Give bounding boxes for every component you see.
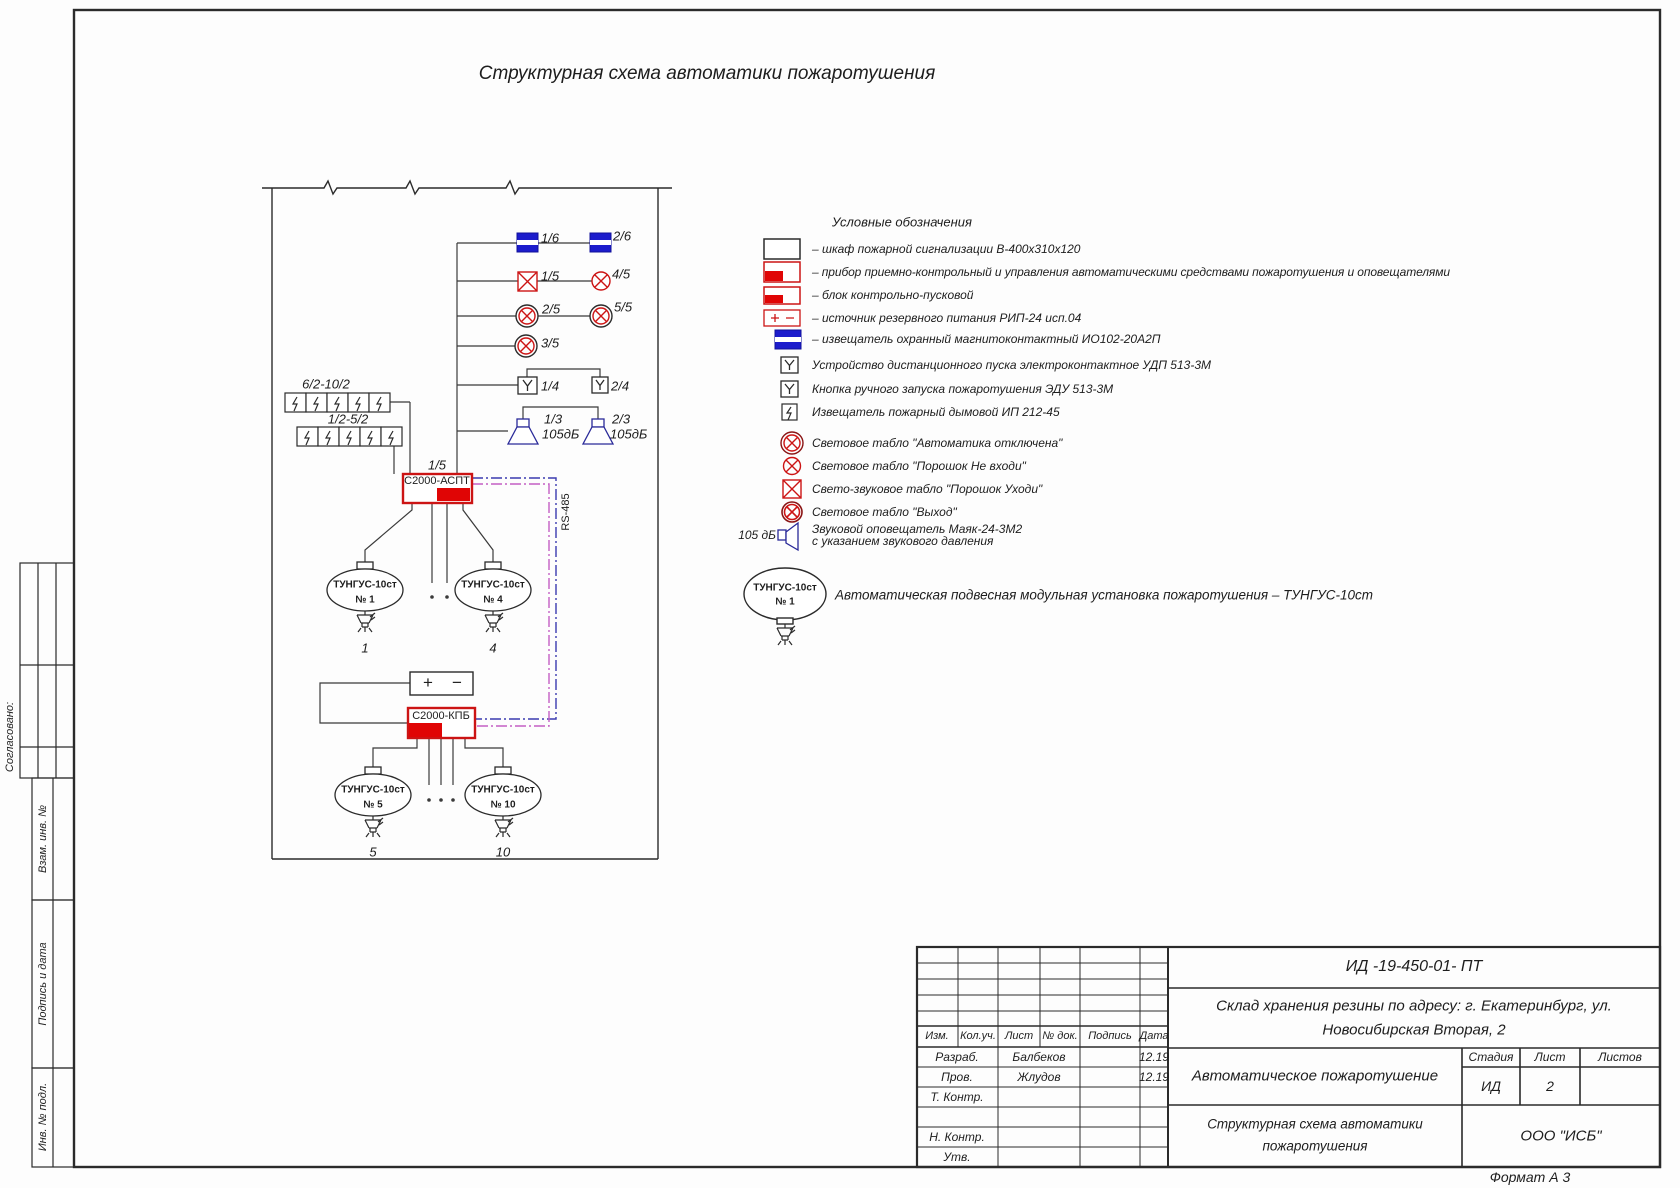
stamp-company: ООО "ИСБ" (1520, 1127, 1602, 1145)
module-name: ТУНГУС-10ст (471, 784, 535, 796)
light-sound-board-icon (783, 480, 801, 498)
legend-item-label: Кнопка ручного запуска пожаротушения ЭДУ 513-3М (812, 382, 1114, 396)
zone-label: 2/3 (612, 411, 631, 427)
stamp-col-header: Кол.уч. (960, 1030, 996, 1042)
zone-label: 3/5 (541, 335, 560, 351)
fire-cabinet-icon (764, 239, 800, 259)
module-tag: 5 (369, 844, 377, 860)
legend-item-label: – прибор приемно-контрольный и управления автоматическими средствами пожаротушения и оповещателями (812, 265, 1450, 279)
sounder-icon (778, 523, 798, 550)
legend-item-label: Извещатель пожарный дымовой ИП 212-45 (812, 405, 1060, 419)
legend-item-label: – извещатель охранный магнитоконтактный ИО102-20А2П (812, 332, 1161, 346)
legend-item-label: с указанием звукового давления (812, 534, 994, 548)
legend-item-label: – шкаф пожарной сигнализации В-400х310х120 (812, 242, 1081, 256)
magnetic-contact-icon (775, 330, 801, 349)
light-board-double-icon (781, 432, 803, 454)
legend-item-label: Устройство дистанционного пуска электроконтактное УДП 513-3М (812, 358, 1211, 372)
module-name: ТУНГУС-10ст (333, 579, 397, 591)
zone-label: 4/5 (612, 266, 631, 282)
light-board-double-icon (515, 305, 612, 357)
stamp-col-header: Изм. (925, 1030, 949, 1042)
page-title: Структурная схема автоматики пожаротушения (478, 63, 936, 84)
zone-label: 1/3 (544, 411, 563, 427)
manual-start-icon (781, 381, 798, 397)
stamp-doc-number: ИД -19-450-01- ПТ (1345, 958, 1483, 975)
stamp-col-header: Дата (1139, 1030, 1169, 1042)
aspt-panel-label: С2000-АСПТ (404, 475, 470, 487)
wires (320, 243, 600, 785)
module-num: № 1 (355, 594, 375, 606)
loop2-label: 1/2-5/2 (327, 411, 369, 427)
module-tag: 10 (495, 844, 511, 860)
stamp-row-role: Утв. (943, 1150, 971, 1164)
stamp-object-line1: Склад хранения резины по адресу: г. Екатеринбург, ул. (1216, 997, 1612, 1015)
module-num: № 5 (363, 799, 383, 811)
db-label: 105дБ (610, 426, 648, 442)
legend-module-name: ТУНГУС-10ст (753, 582, 817, 594)
module-tag: 1 (361, 640, 369, 656)
stamp-stage-value: ИД (1481, 1078, 1501, 1094)
light-board-icon (784, 458, 801, 475)
margin-box-label: Подпись и дата (37, 942, 49, 1026)
stamp-col-header: № док. (1042, 1030, 1078, 1042)
kpb-block-label: С2000-КПБ (412, 710, 470, 722)
stamp-col-header: Подпись (1088, 1030, 1132, 1042)
module-name: ТУНГУС-10ст (341, 784, 405, 796)
module-name: ТУНГУС-10ст (461, 579, 525, 591)
stamp-row-name: Жлудов (1017, 1070, 1061, 1084)
stamp-row-date: 12.19 (1138, 1050, 1170, 1064)
module-num: № 10 (490, 799, 516, 811)
margin-box-label: Взам. инв. № (37, 804, 49, 874)
remote-start-icon (518, 377, 608, 394)
legend-item-label: – источник резервного питания РИП-24 исп.04 (812, 311, 1082, 325)
backup-power-unit (410, 672, 473, 695)
legend-item-label: Автоматическая подвесная модульная установка пожаротушения – ТУНГУС-10ст (835, 587, 1373, 603)
module-tag: 4 (489, 640, 497, 656)
zone-label: 2/6 (613, 228, 632, 244)
zone-label: 2/4 (611, 378, 630, 394)
stamp-row-date: 12.19 (1138, 1070, 1170, 1084)
legend-item-label: – блок контрольно-пусковой (812, 288, 974, 302)
rs485-label: RS-485 (560, 493, 572, 531)
stamp-row-role: Н. Контр. (929, 1130, 985, 1144)
battery-plus: + (423, 673, 433, 692)
legend-title: Условные обозначения (832, 214, 972, 230)
stamp-sheet-header: Лист (1534, 1050, 1566, 1064)
legend-item-label: Световое табло "Выход" (812, 505, 957, 519)
stamp-row-role: Т. Контр. (930, 1090, 984, 1104)
light-sound-board-icon (518, 272, 537, 291)
smoke-detector-icon (782, 404, 797, 420)
approved-label: Согласовано: (4, 701, 16, 773)
sound-pressure-label: 105 дБ (738, 528, 776, 542)
legend-item-label: Звуковой оповещатель Маяк-24-3М2 (812, 522, 1023, 536)
aspt-zone-label: 1/5 (427, 457, 447, 473)
battery-minus: − (452, 673, 462, 692)
margin-box-label: Инв. № подл. (37, 1082, 49, 1152)
stamp-sheets-header: Листов (1598, 1050, 1642, 1064)
remote-start-icon (781, 357, 798, 373)
stamp-object-line2: Новосибирская Вторая, 2 (1322, 1021, 1506, 1039)
zone-label: 5/5 (614, 299, 633, 315)
control-start-block-icon (764, 287, 800, 304)
stamp-section-title: Автоматическое пожаротушение (1191, 1067, 1439, 1085)
backup-power-icon (764, 310, 800, 326)
legend-module-num: № 1 (775, 596, 795, 608)
zone-label: 2/5 (542, 301, 561, 317)
light-board-exit-icon (782, 502, 802, 522)
light-board-icon (592, 272, 610, 290)
format-note: Формат А 3 (1489, 1169, 1571, 1185)
stamp-row-role: Пров. (941, 1070, 973, 1084)
db-label: 105дБ (542, 426, 580, 442)
control-device-icon (764, 262, 800, 282)
stamp-stage-header: Стадия (1468, 1050, 1514, 1064)
legend-item-label: Свето-звуковое табло "Порошок Уходи" (812, 482, 1043, 496)
stamp-sheet-value: 2 (1546, 1078, 1554, 1094)
zone-label: 1/5 (541, 268, 560, 284)
stamp-row-role: Разраб. (935, 1050, 979, 1064)
stamp-col-header: Лист (1004, 1030, 1034, 1042)
legend-item-label: Световое табло "Порошок Не входи" (812, 459, 1026, 473)
stamp-row-name: Балбеков (1012, 1050, 1066, 1064)
stamp-sheet-title-line1: Структурная схема автоматики (1207, 1116, 1423, 1132)
zone-label: 1/6 (541, 230, 560, 246)
legend-item-label: Световое табло "Автоматика отключена" (812, 436, 1063, 450)
loop1-label: 6/2-10/2 (302, 376, 350, 392)
stamp-sheet-title-line2: пожаротушения (1262, 1138, 1368, 1154)
zone-label: 1/4 (541, 378, 560, 394)
module-num: № 4 (483, 594, 503, 606)
